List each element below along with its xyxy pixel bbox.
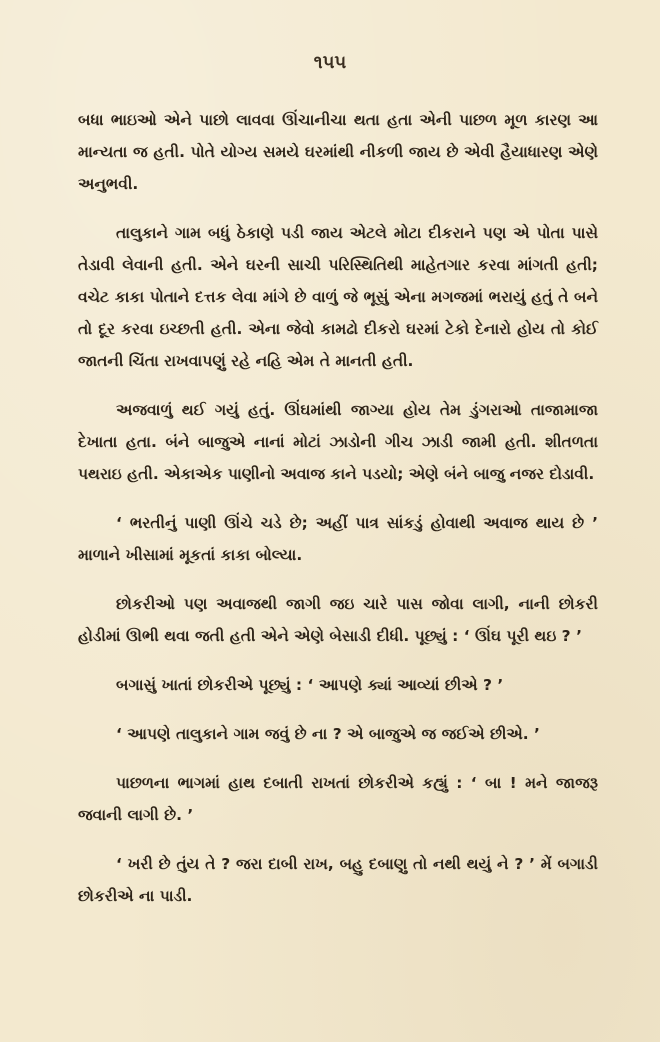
paragraph-8: પાછળના ભાગમાં હાથ દબાતી રાખતાં છોકરીએ કહ્યું : ‘ બા ! મને જાજરૂ જવાની લાગી છે. ’ <box>78 774 598 824</box>
paragraph-4: ‘ ભરતીનું પાણી ઊંચે ચડે છે; અહીં પાત્ર સાંકડું હોવાથી અવાજ થાય છે ’ માળાને ખીસામાં મૂકતાં કાકા બોલ્યા. <box>78 514 598 564</box>
paragraph-5: છોકરીઓ પણ અવાજથી જાગી જઇ ચારે પાસ જોવા લાગી, નાની છોકરી હોડીમાં ઊભી થવા જતી હતી એને એણે બેસાડી દીધી. પૂછ્યું : ‘ ઊંઘ પૂરી થઇ ? ’ <box>78 595 598 645</box>
paragraph-7: ‘ આપણે તાલુકાને ગામ જવું છે ના ? એ બાજુએ જ જઈએ છીએ. ’ <box>116 725 540 743</box>
body-text <box>78 104 598 929</box>
paragraph-1: બધા ભાઇઓ એને પાછો લાવવા ઊંચાનીચા થતા હતા એની પાછળ મૂળ કારણ આ માન્યતા જ હતી. પોતે યોગ્ય સમયે ઘરમાંથી નીકળી જાય છે એવી હૈયાધારણ એણે અનુભવી. <box>78 111 598 193</box>
paragraph-3: અજવાળું થઈ ગયું હતું. ઊંઘમાંથી જાગ્યા હોય તેમ ડુંગરાઓ તાજામાજા દેખાતા હતા. બંને બાજુએ નાનાં મોટાં ઝાડોની ગીચ ઝાડી જામી હતી. શીતળતા પથરાઇ હતી. એકાએક પાણીનો અવાજ કાને પડયો; એણે બંને બાજુ નજર દોડાવી. <box>78 401 598 483</box>
page-number: ૧૫૫ <box>313 52 347 73</box>
paragraph-9: ‘ ખરી છે તુંય તે ? જરા દાબી રાખ, બહુ દબાણુ તો નથી થયું ને ? ’ મેં બગાડી છોકરીએ ના પાડી. <box>78 855 598 905</box>
paragraph-6: બગાસું ખાતાં છોકરીએ પૂછ્યું : ‘ આપણે ક્યાં આવ્યાં છીએ ? ’ <box>116 676 504 694</box>
paragraph-2: તાલુકાને ગામ બધું ઠેકાણે પડી જાય એટલે મોટા દીકરાને પણ એ પોતા પાસે તેડાવી લેવાની હતી. એને ઘરની સાચી પરિસ્થિતિથી માહેતગાર કરવા માંગતી હતી; વચેટ કાકા પોતાને દત્તક લેવા માંગે છે વાળું જે ભૂસું એના મગજમાં ભરાયું હતું તે બને તો દૂર કરવા ઇચ્છતી હતી. એના જેવો કામઢો દીકરો ઘરમાં ટેકો દેનારો હોય તો કોઈ જાતની ચિંતા રાખવાપણું રહે નહિ એમ તે માનતી હતી. <box>78 224 598 370</box>
